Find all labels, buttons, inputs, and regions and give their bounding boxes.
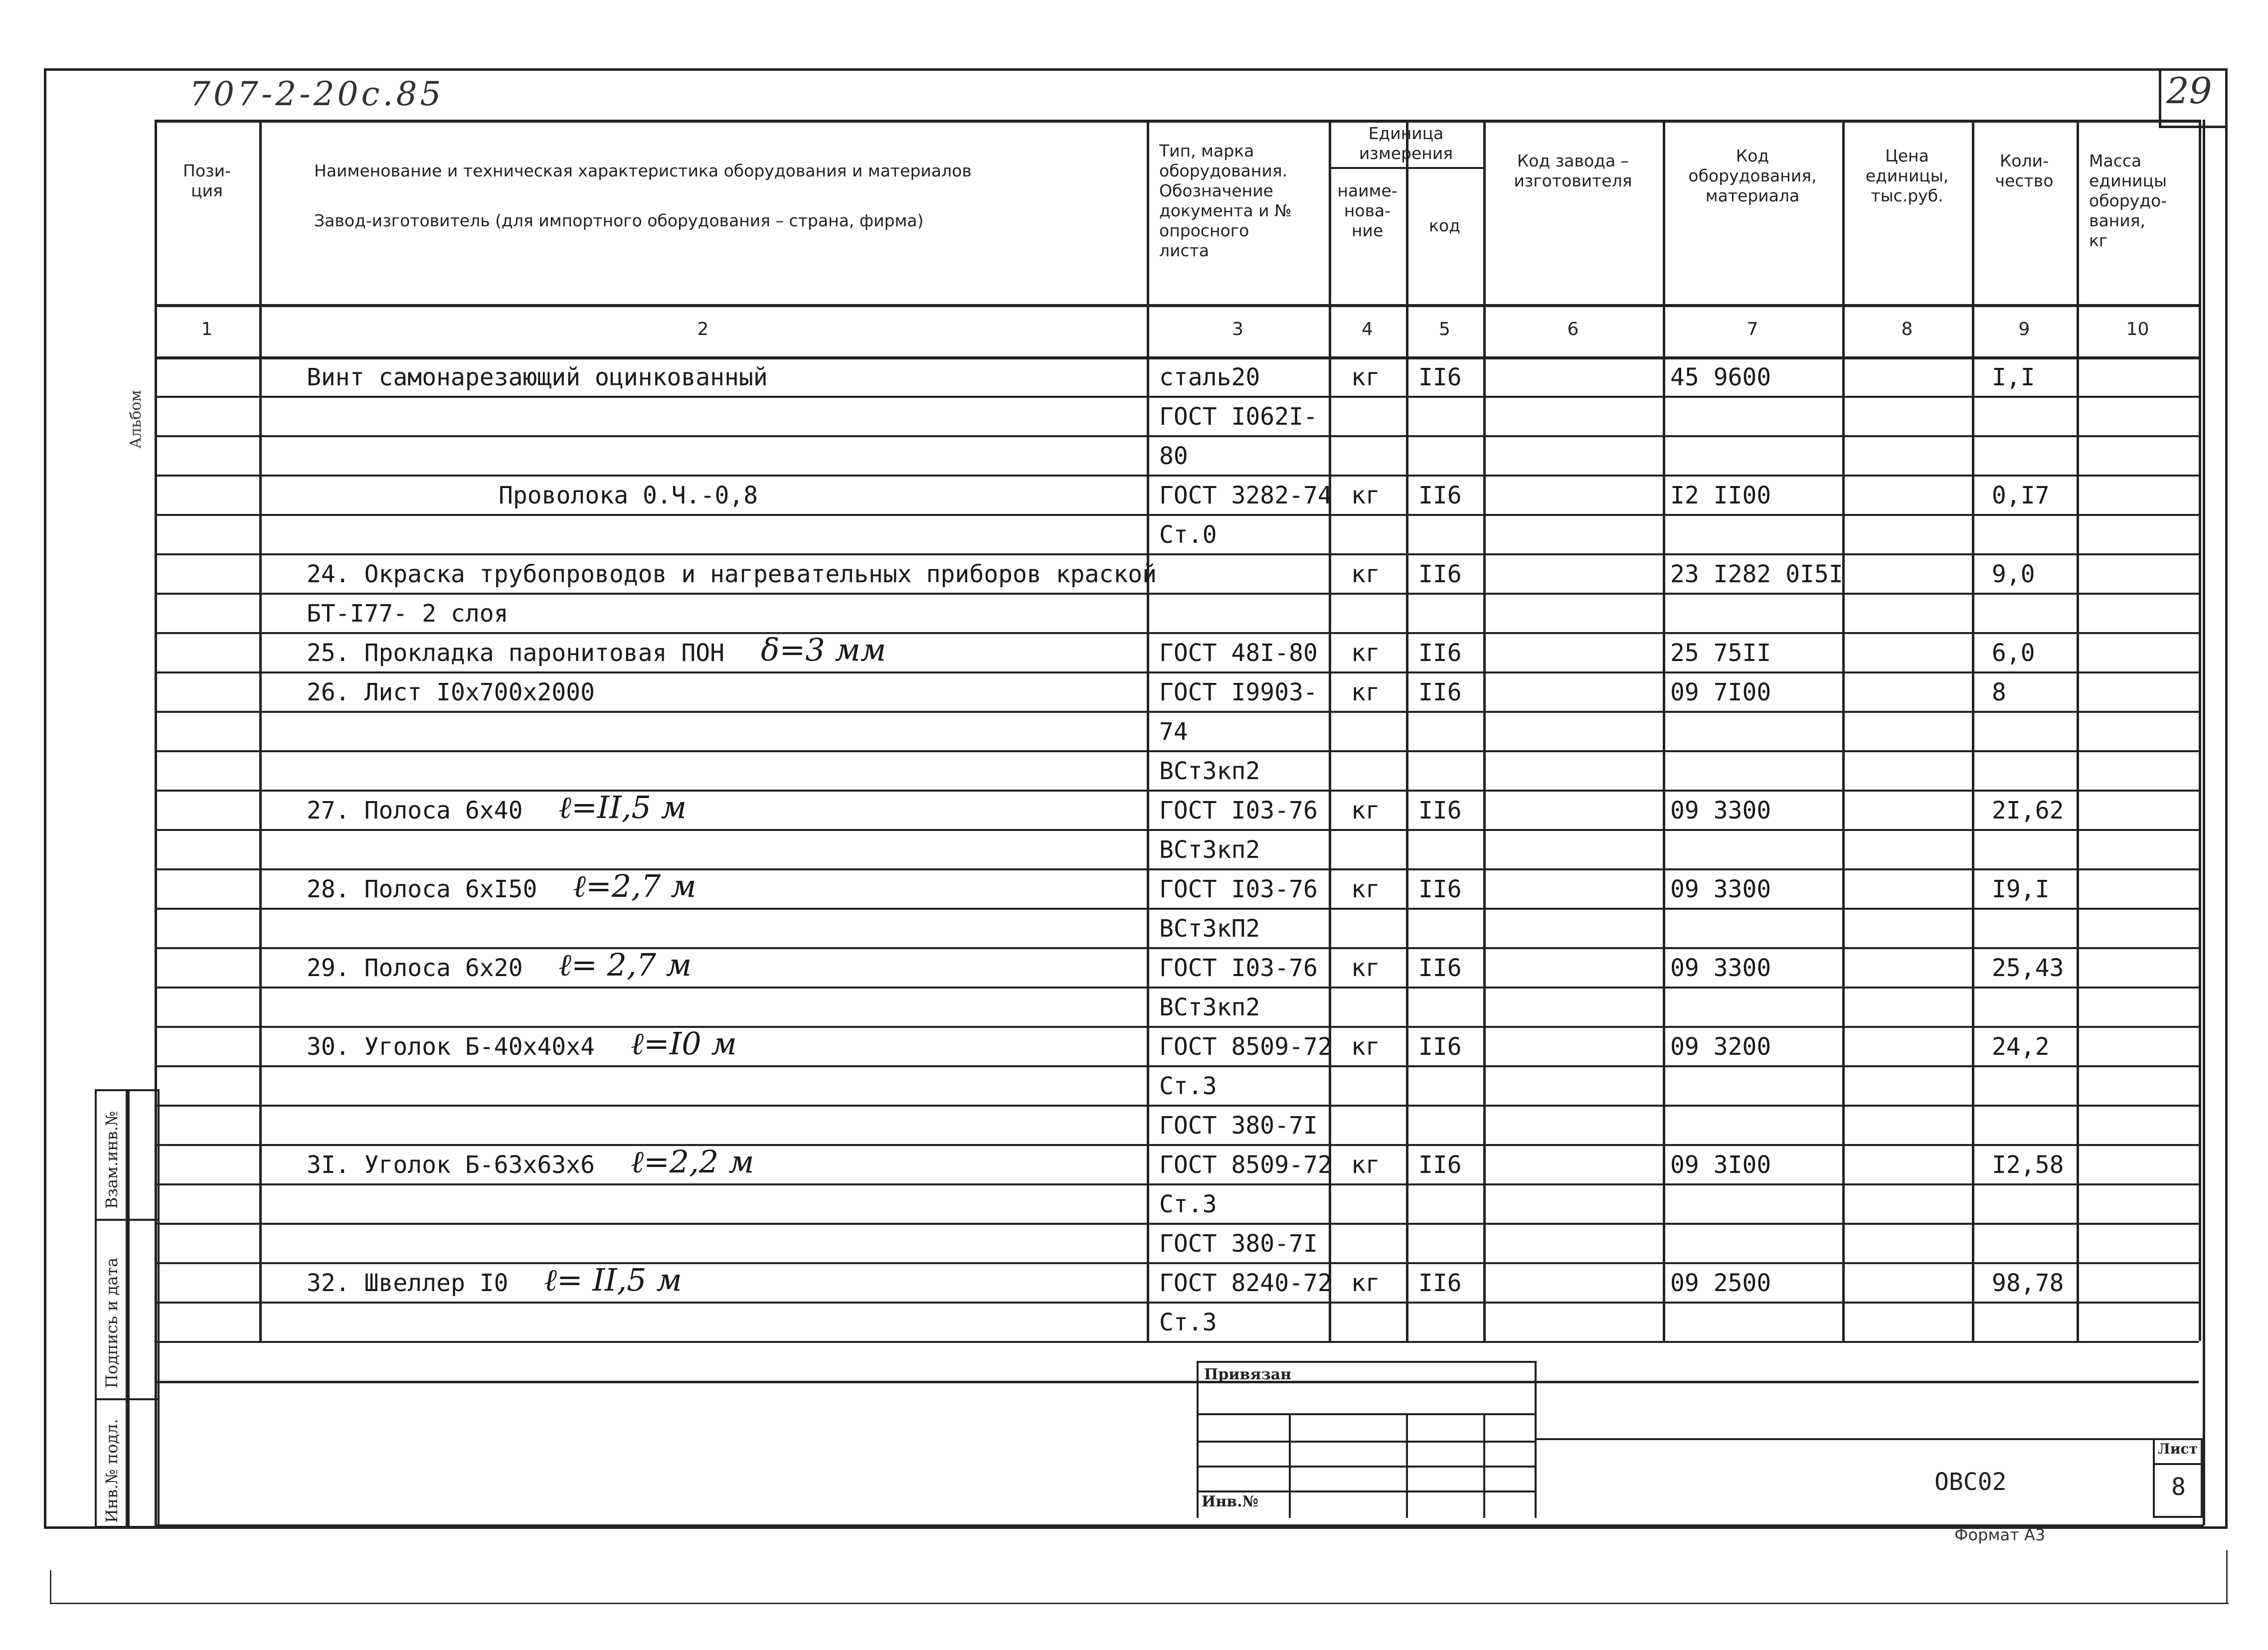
column-number: 1	[201, 319, 213, 339]
row-unit: кг	[1351, 954, 1380, 982]
row-line	[155, 593, 2199, 595]
tb-top-line	[1197, 1361, 1536, 1363]
row-type: Ст.3	[1159, 1309, 1217, 1336]
side-stamp-inner	[126, 1089, 160, 1528]
header-name: Наименование и техническая характеристика оборудования и материалов	[314, 161, 972, 180]
row-type: сталь20	[1159, 363, 1260, 391]
row-unit-code: II6	[1418, 560, 1462, 588]
column-number-line	[155, 356, 2199, 359]
table-frame-bottom	[155, 1381, 2199, 1383]
header-unit-name: ние	[1351, 221, 1384, 240]
row-line	[155, 987, 2199, 989]
row-quantity: 25,43	[1992, 954, 2064, 982]
row-type: 80	[1159, 442, 1188, 470]
header-mass: кг	[2089, 231, 2108, 250]
header-position: ция	[191, 181, 223, 200]
row-type: ГОСТ I9903-	[1159, 678, 1318, 706]
sheet-value: 8	[2171, 1473, 2186, 1501]
header-price: тыс.руб.	[1871, 186, 1943, 205]
row-line	[155, 1065, 2199, 1067]
row-line	[155, 475, 2199, 477]
row-line	[155, 868, 2199, 870]
header-top-line	[155, 120, 2199, 123]
row-type: ГОСТ 48I-80	[1159, 639, 1318, 667]
row-unit: кг	[1351, 482, 1380, 509]
header-unit-group: измерения	[1359, 144, 1453, 163]
row-unit-code: II6	[1418, 1151, 1462, 1179]
row-line	[155, 790, 2199, 792]
row-type: ВСт3кП2	[1159, 915, 1260, 943]
row-line	[155, 1026, 2199, 1028]
row-line	[155, 908, 2199, 910]
row-material-code: 09 3300	[1670, 954, 1771, 982]
row-unit-code: II6	[1418, 1269, 1462, 1297]
header-factory-code: Код завода –	[1517, 151, 1629, 170]
row-name: 26. Лист I0x700x2000	[307, 678, 595, 706]
row-type: ГОСТ I03-76	[1159, 954, 1318, 982]
row-type: ГОСТ I062I-	[1159, 403, 1318, 431]
album-label: Альбом	[127, 390, 145, 449]
tb-line	[1535, 1438, 2203, 1440]
row-name-extra: ℓ=2,2 м	[631, 1144, 754, 1180]
row-type: ГОСТ I03-76	[1159, 875, 1318, 903]
row-name-extra: ℓ= II,5 м	[544, 1262, 682, 1298]
row-type: ВСт3кп2	[1159, 993, 1260, 1021]
row-unit: кг	[1351, 1033, 1380, 1061]
row-line	[155, 632, 2199, 634]
column-line	[1406, 120, 1408, 1341]
inner-frame-right	[2203, 120, 2205, 1525]
row-quantity: 8	[1992, 678, 2006, 706]
row-material-code: 09 3I00	[1670, 1151, 1771, 1179]
row-line	[155, 750, 2199, 752]
row-unit-code: II6	[1418, 1033, 1462, 1061]
row-quantity: 98,78	[1992, 1269, 2064, 1297]
row-type: ВСт3кп2	[1159, 757, 1260, 785]
privyazan-label: Привязан	[1204, 1366, 1292, 1383]
header-quantity: чество	[1995, 171, 2054, 190]
header-position: Пози-	[183, 161, 231, 180]
row-type: ГОСТ 8509-72	[1159, 1033, 1332, 1061]
row-name: 27. Полоса 6x40	[307, 797, 523, 825]
column-line	[2199, 120, 2201, 1341]
side-stamp	[95, 1089, 160, 1528]
header-price: единицы,	[1865, 166, 1949, 185]
column-number: 2	[697, 319, 709, 339]
inner-frame-bottom	[155, 1524, 2204, 1527]
column-number: 10	[2126, 319, 2149, 339]
header-type: Тип, марка	[1159, 141, 1254, 161]
row-type: Ст.3	[1159, 1072, 1217, 1100]
column-line	[1842, 120, 1845, 1341]
row-unit: кг	[1351, 363, 1380, 391]
row-material-code: 09 3200	[1670, 1033, 1771, 1061]
row-line	[155, 1302, 2199, 1304]
row-unit-code: II6	[1418, 678, 1462, 706]
column-number: 6	[1567, 319, 1579, 339]
row-line	[155, 396, 2199, 398]
sheet-label: Лист	[2158, 1441, 2198, 1457]
row-unit-code: II6	[1418, 482, 1462, 509]
side-stamp-vzam: Взам.инв.№	[102, 1111, 121, 1209]
row-name: 25. Прокладка паронитовая ПОН	[307, 639, 725, 667]
row-type: 74	[1159, 718, 1188, 746]
header-unit-group: Единица	[1368, 124, 1444, 143]
row-quantity: I,I	[1992, 363, 2035, 391]
document-code: 707-2-20с.85	[189, 75, 444, 113]
row-unit: кг	[1351, 560, 1380, 588]
format-label: Формат А3	[1954, 1525, 2046, 1544]
column-number: 7	[1746, 319, 1758, 339]
row-name-extra: ℓ= 2,7 м	[558, 947, 692, 983]
tb-vline	[1483, 1413, 1485, 1518]
row-quantity: 0,I7	[1992, 482, 2050, 509]
row-name: 29. Полоса 6x20	[307, 954, 523, 982]
row-name-extra: ℓ=II,5 м	[558, 789, 687, 825]
header-bottom-line	[155, 304, 2199, 307]
row-unit: кг	[1351, 1269, 1380, 1297]
column-line	[1483, 120, 1486, 1341]
row-quantity: 9,0	[1992, 560, 2035, 588]
header-type: листа	[1159, 241, 1210, 260]
column-number: 8	[1901, 319, 1913, 339]
side-stamp-divider	[95, 1398, 160, 1400]
row-name: 32. Швеллер I0	[307, 1269, 509, 1297]
row-line	[155, 1262, 2199, 1264]
row-name: 24. Окраска трубопроводов и нагревательных приборов краской	[307, 560, 1157, 588]
row-unit-code: II6	[1418, 875, 1462, 903]
row-material-code: 45 9600	[1670, 363, 1771, 391]
row-line	[155, 553, 2199, 555]
row-line	[155, 1341, 2199, 1343]
header-manufacturer: Завод-изготовитель (для импортного оборудования – страна, фирма)	[314, 211, 924, 230]
row-material-code: 23 I282 0I5I	[1670, 560, 1843, 588]
unit-group-line	[1329, 167, 1483, 169]
row-line	[155, 829, 2199, 831]
header-unit-name: наиме-	[1337, 181, 1397, 200]
header-type: опросного	[1159, 221, 1249, 240]
row-material-code: 09 2500	[1670, 1269, 1771, 1297]
row-quantity: 2I,62	[1992, 797, 2064, 825]
title-doc-code: ОВС02	[1934, 1468, 2007, 1496]
row-name: Проволока 0.Ч.-0,8	[499, 482, 758, 509]
column-line	[1972, 120, 1974, 1341]
row-name: 28. Полоса 6xI50	[307, 875, 537, 903]
header-material-code: материала	[1705, 186, 1800, 205]
inv-no-label: Инв.№	[1202, 1493, 1259, 1510]
row-unit-code: II6	[1418, 954, 1462, 982]
column-number: 3	[1232, 319, 1243, 339]
row-unit: кг	[1351, 1151, 1380, 1179]
header-factory-code: изготовителя	[1514, 171, 1632, 190]
row-name: Винт самонарезающий оцинкованный	[307, 363, 768, 391]
column-line	[259, 120, 262, 1341]
row-unit: кг	[1351, 639, 1380, 667]
row-material-code: 25 75II	[1670, 639, 1771, 667]
row-material-code: I2 II00	[1670, 482, 1771, 509]
row-unit: кг	[1351, 678, 1380, 706]
tb-vline	[1289, 1413, 1291, 1518]
header-type: Обозначение	[1159, 181, 1273, 200]
row-type: Ст.0	[1159, 521, 1217, 549]
row-line	[155, 1144, 2199, 1146]
header-type: оборудования.	[1159, 161, 1288, 180]
side-stamp-podpis: Подпись и дата	[102, 1257, 121, 1388]
row-type: ГОСТ 380-7I	[1159, 1230, 1318, 1258]
row-name: 3I. Уголок Б-63x63x6	[307, 1151, 595, 1179]
row-unit: кг	[1351, 797, 1380, 825]
header-type: документа и №	[1159, 201, 1292, 220]
row-type: ГОСТ 380-7I	[1159, 1112, 1318, 1140]
header-material-code: Код	[1736, 146, 1769, 165]
row-name: 30. Уголок Б-40x40x4	[307, 1033, 595, 1061]
header-unit-code: код	[1429, 216, 1460, 235]
row-quantity: I9,I	[1992, 875, 2050, 903]
header-mass: единицы	[2089, 171, 2167, 190]
row-line	[155, 514, 2199, 516]
row-type: ГОСТ 8240-72	[1159, 1269, 1332, 1297]
column-number: 5	[1439, 319, 1450, 339]
tb-left-line	[1197, 1361, 1199, 1518]
row-type: ГОСТ 3282-74	[1159, 482, 1332, 509]
row-unit-code: II6	[1418, 639, 1462, 667]
header-quantity: Коли-	[1999, 151, 2049, 170]
row-name-extra: ℓ=I0 м	[631, 1025, 737, 1062]
bottom-edge-vline	[2226, 1550, 2228, 1604]
row-material-code: 09 3300	[1670, 875, 1771, 903]
row-type: ГОСТ I03-76	[1159, 797, 1318, 825]
row-quantity: I2,58	[1992, 1151, 2064, 1179]
row-name-extra: ℓ=2,7 м	[573, 868, 697, 904]
column-line	[1147, 120, 1149, 1341]
header-material-code: оборудования,	[1688, 166, 1817, 185]
row-line	[155, 1105, 2199, 1107]
row-material-code: 09 3300	[1670, 797, 1771, 825]
header-mass: вания,	[2089, 211, 2146, 230]
row-line	[155, 947, 2199, 949]
row-unit: кг	[1351, 875, 1380, 903]
page-number: 29	[2166, 70, 2212, 112]
row-type: Ст.3	[1159, 1190, 1217, 1218]
row-name-extra: δ=3 мм	[761, 632, 886, 668]
bottom-edge-vline-left	[50, 1570, 51, 1604]
row-line	[155, 1223, 2199, 1225]
header-mass: оборудо-	[2089, 191, 2167, 210]
row-line	[155, 671, 2199, 673]
row-line	[155, 1183, 2199, 1185]
bottom-edge-line	[50, 1603, 2229, 1604]
tb-vline	[1406, 1413, 1408, 1518]
header-price: Цена	[1885, 146, 1929, 165]
column-number: 9	[2018, 319, 2030, 339]
header-mass: Масса	[2089, 151, 2142, 170]
side-stamp-divider	[95, 1219, 160, 1221]
row-quantity: 24,2	[1992, 1033, 2050, 1061]
header-unit-name: нова-	[1344, 201, 1391, 220]
row-line	[155, 711, 2199, 713]
row-line	[155, 435, 2199, 437]
column-line	[2077, 120, 2079, 1341]
row-material-code: 09 7I00	[1670, 678, 1771, 706]
row-unit-code: II6	[1418, 797, 1462, 825]
row-type: ВСт3кп2	[1159, 836, 1260, 864]
row-quantity: 6,0	[1992, 639, 2035, 667]
sheet-divider	[2153, 1463, 2203, 1465]
row-name: БТ-I77- 2 слоя	[307, 600, 509, 628]
column-line	[1663, 120, 1665, 1341]
column-number: 4	[1362, 319, 1373, 339]
row-unit-code: II6	[1418, 363, 1462, 391]
row-type: ГОСТ 8509-72	[1159, 1151, 1332, 1179]
side-stamp-inv-podl: Инв.№ подл.	[102, 1419, 121, 1523]
